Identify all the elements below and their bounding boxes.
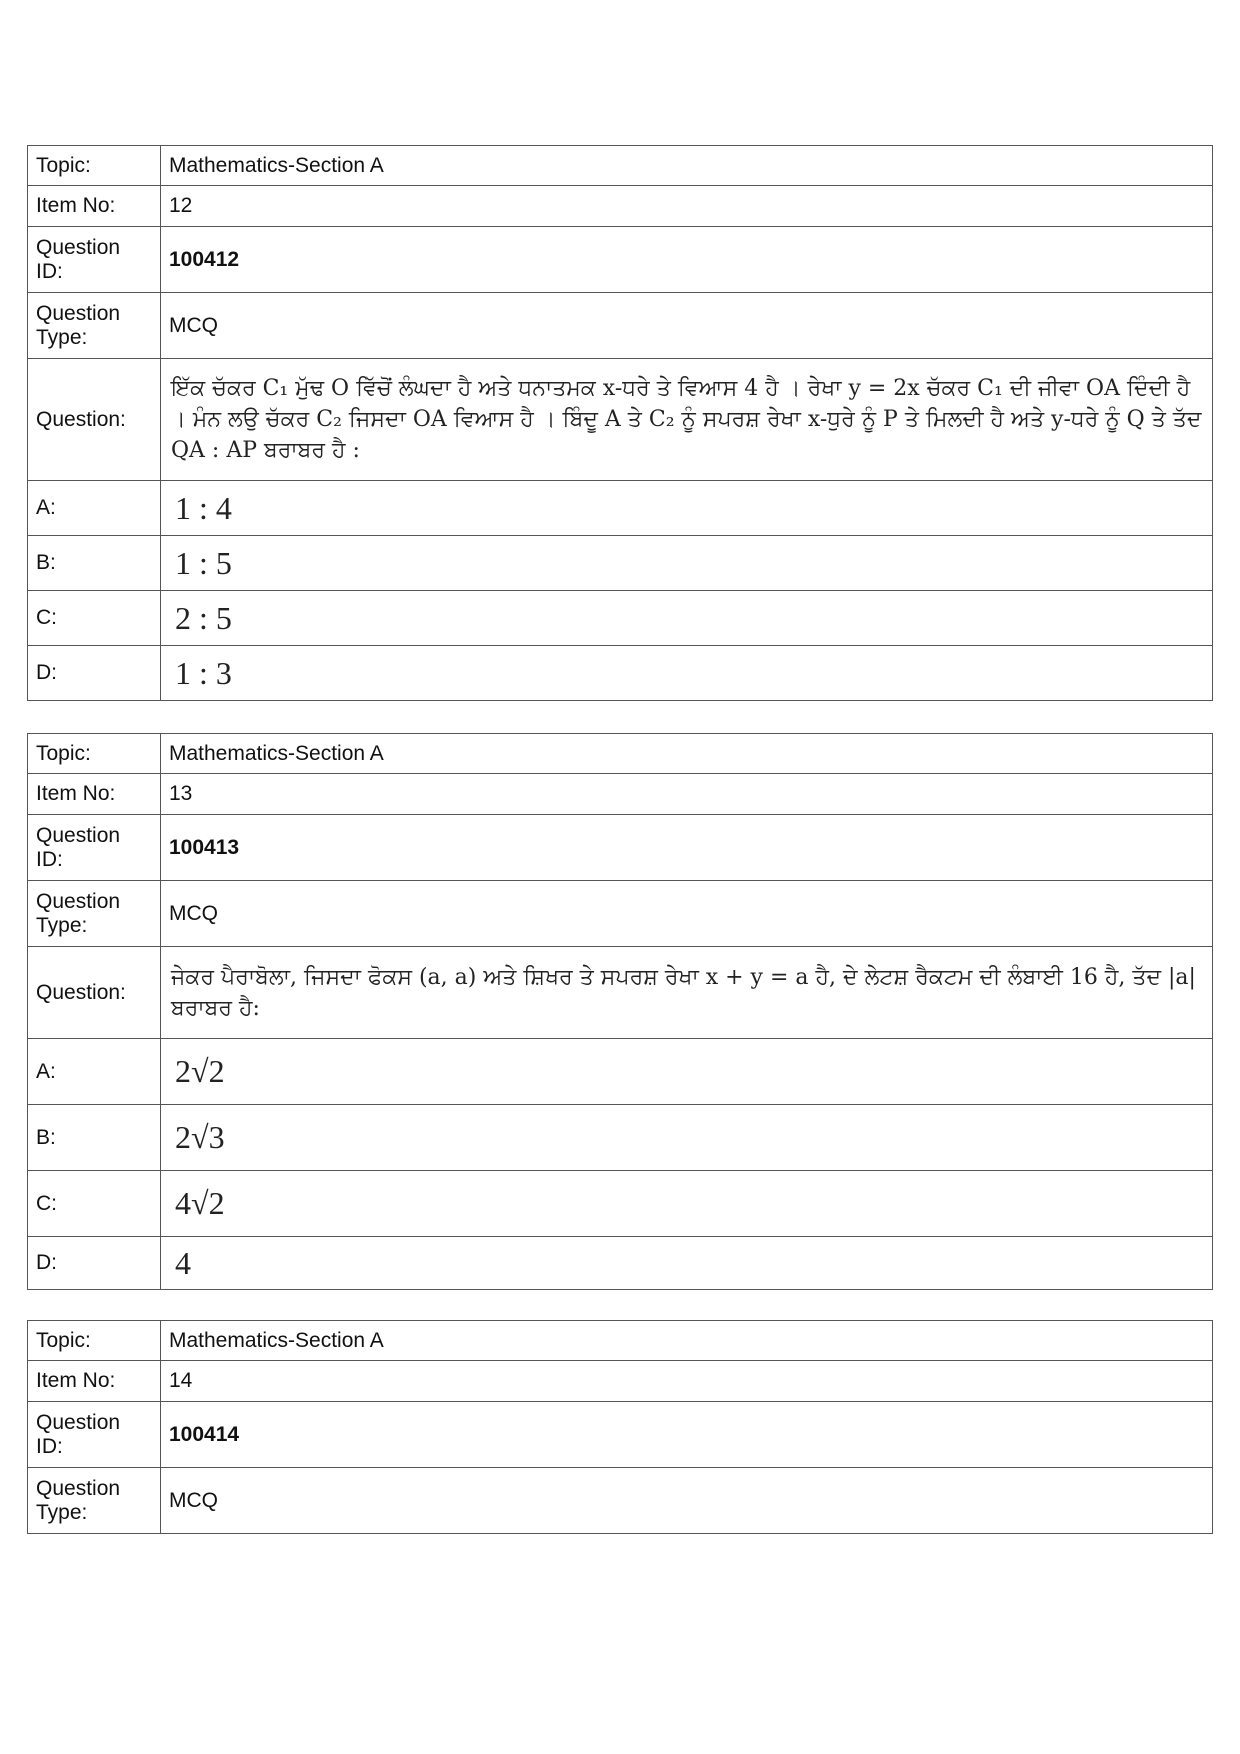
question-id-value: 100412 [161,227,1213,293]
option-c-label: C: [28,591,161,646]
topic-value: Mathematics-Section A [161,1321,1213,1361]
topic-value: Mathematics-Section A [161,734,1213,774]
topic-label: Topic: [28,734,161,774]
option-c-label: C: [28,1171,161,1237]
option-b-value: 1 : 5 [175,544,232,581]
question-id-value: 100413 [161,815,1213,881]
option-c-value: 2 : 5 [175,599,232,636]
question-type-value: MCQ [161,881,1213,947]
question-type-value: MCQ [161,1468,1213,1534]
question-id-value: 100414 [161,1402,1213,1468]
option-a-label: A: [28,481,161,536]
question-id-label: Question ID: [28,815,161,881]
question-label: Question: [28,947,161,1039]
option-d-label: D: [28,646,161,701]
option-a-value: 1 : 4 [175,489,232,526]
topic-value: Mathematics-Section A [161,146,1213,186]
topic-label: Topic: [28,1321,161,1361]
option-c-value: 4√2 [175,1185,225,1221]
question-id-label: Question ID: [28,1402,161,1468]
option-b-value: 2√3 [175,1119,225,1155]
question-table-14 [27,1320,1213,1534]
question-label: Question: [28,359,161,481]
question-type-label: Question Type: [28,293,161,359]
question-type-label: Question Type: [28,1468,161,1534]
item-no-value: 14 [161,1361,1213,1402]
question-table-13 [27,733,1213,1290]
item-no-value: 13 [161,774,1213,815]
question-type-label: Question Type: [28,881,161,947]
option-d-value: 4 [175,1244,191,1281]
item-no-value: 12 [161,186,1213,227]
item-no-label: Item No: [28,774,161,815]
option-a-value: 2√2 [175,1053,225,1089]
question-type-value: MCQ [161,293,1213,359]
option-b-label: B: [28,536,161,591]
question-text: ਇੱਕ ਚੱਕਰ C₁ ਮੁੱਢ O ਵਿੱਚੋਂ ਲੰਘਦਾ ਹੈ ਅਤੇ ਧਨਾਤਮਕ x-ਧਰੇ ਤੇ ਵਿਆਸ 4 ਹੈ । ਰੇਖਾ y = 2x ਚੱਕਰ C₁ ਦੀ ਜੀਵਾ OA ਦਿੰਦੀ ਹੈ । ਮੰਨ ਲਉ ਚੱਕਰ C₂ ਜਿਸਦਾ OA ਵਿਆਸ ਹੈ । ਬਿੰਦੂ A ਤੇ C₂ ਨੂੰ ਸਪਰਸ਼ ਰੇਖਾ x-ਧੁਰੇ ਨੂੰ P ਤੇ ਮਿਲਦੀ ਹੈ ਅਤੇ y-ਧਰੇ ਨੂੰ Q ਤੇ ਤੱਦ QA : AP ਬਰਾਬਰ ਹੈ : [171,376,1202,463]
option-a-label: A: [28,1039,161,1105]
item-no-label: Item No: [28,1361,161,1402]
topic-label: Topic: [28,146,161,186]
question-id-label: Question ID: [28,227,161,293]
option-b-label: B: [28,1105,161,1171]
question-table-12 [27,145,1213,701]
item-no-label: Item No: [28,186,161,227]
option-d-label: D: [28,1237,161,1290]
question-text: ਜੇਕਰ ਪੈਰਾਬੋਲਾ, ਜਿਸਦਾ ਫੋਕਸ (a, a) ਅਤੇ ਸ਼ਿਖਰ ਤੇ ਸਪਰਸ਼ ਰੇਖਾ x + y = a ਹੈ, ਦੇ ਲੇਟਸ਼ ਰੈਕਟਮ ਦੀ ਲੰਬਾਈ 16 ਹੈ, ਤੱਦ |a| ਬਰਾਬਰ ਹੈ: [171,964,1196,1021]
option-d-value: 1 : 3 [175,654,232,691]
